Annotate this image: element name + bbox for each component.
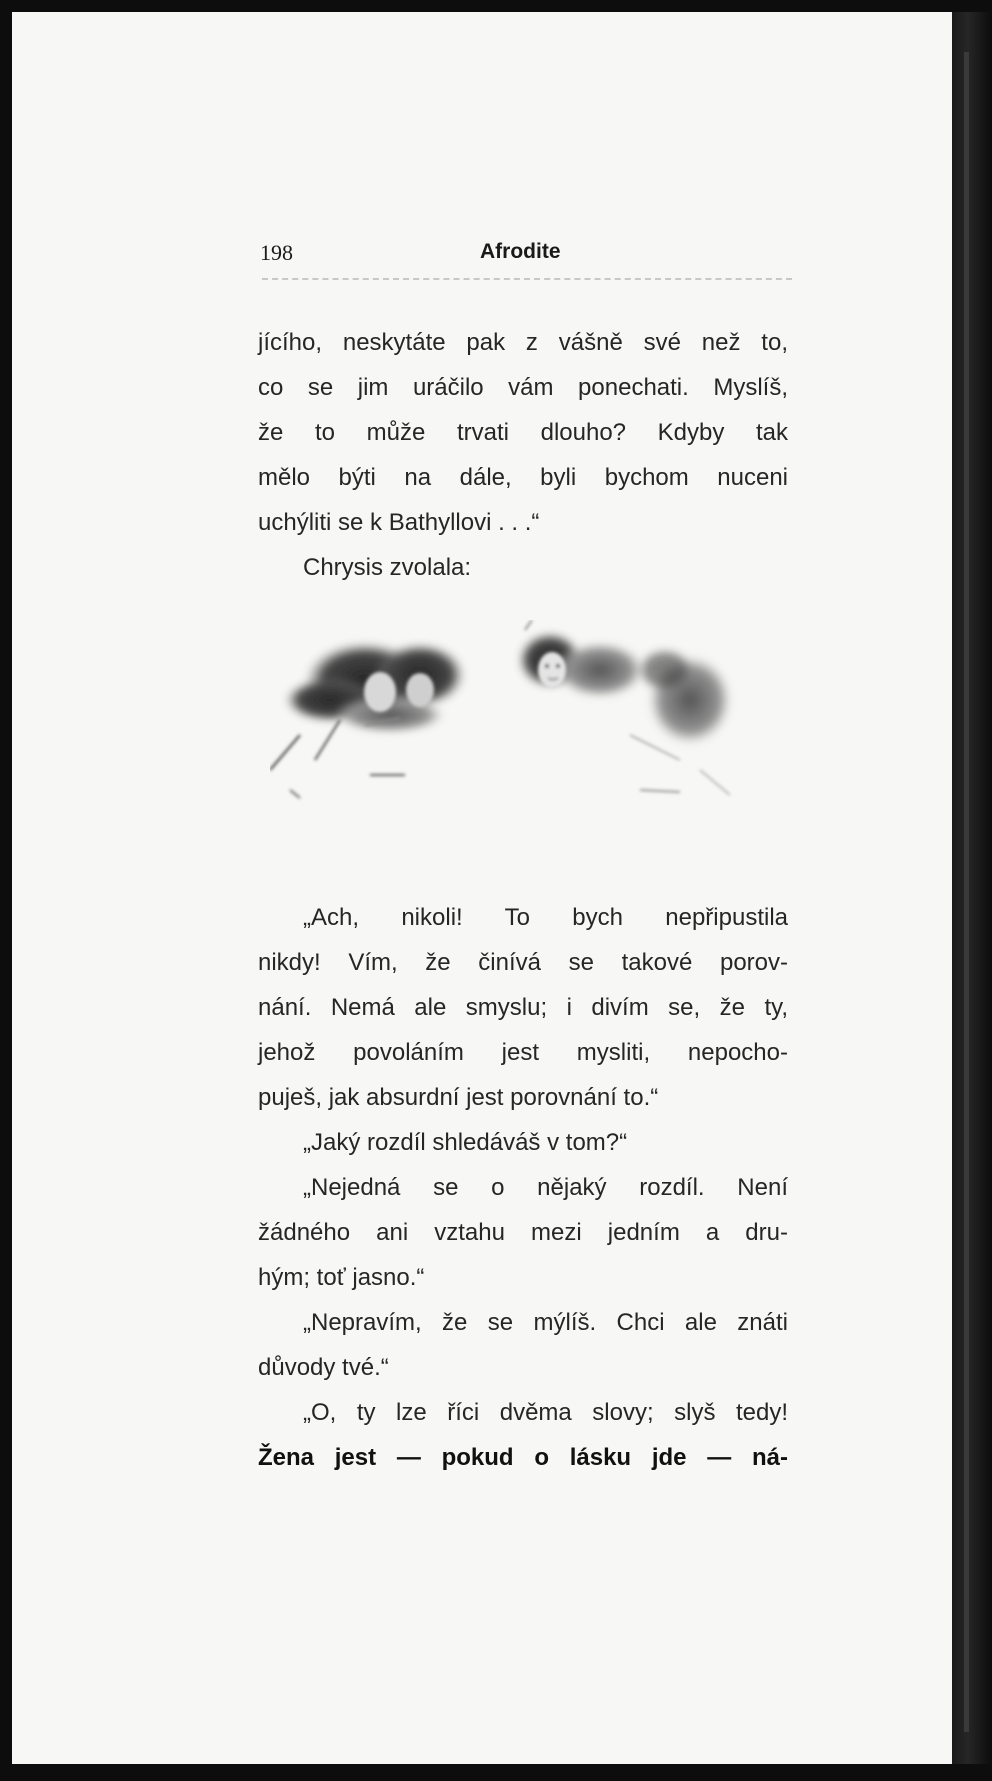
text-line: „Ach, nikoli! To bych nepřipustila bbox=[303, 904, 788, 931]
book-page bbox=[12, 12, 952, 1764]
text-line: jehož povoláním jest mysliti, nepocho- bbox=[258, 1039, 788, 1066]
text-line: důvody tvé.“ bbox=[258, 1354, 389, 1381]
binding-line bbox=[964, 52, 969, 1732]
text-line: „Jaký rozdíl shledáváš v tom?“ bbox=[303, 1129, 628, 1156]
vignette-faces-illustration bbox=[270, 620, 790, 860]
page-header bbox=[248, 232, 788, 272]
text-line: „O, ty lze říci dvěma slovy; slyš tedy! bbox=[303, 1399, 788, 1426]
page-number: 198 bbox=[260, 240, 293, 265]
text-line: Žena jest — pokud o lásku jde — ná- bbox=[258, 1444, 788, 1471]
text-line: jícího, neskytáte pak z vášně své než to, bbox=[258, 329, 788, 356]
text-line: puješ, jak absurdní jest porovnání to.“ bbox=[258, 1084, 659, 1111]
text-line: že to může trvati dlouho? Kdyby tak bbox=[258, 419, 788, 446]
text-line: hým; toť jasno.“ bbox=[258, 1264, 425, 1291]
text-line: uchýliti se k Bathyllovi . . .“ bbox=[258, 509, 540, 536]
page-edge-strip bbox=[952, 12, 992, 1764]
text-line: nání. Nemá ale smyslu; i divím se, že ty, bbox=[258, 994, 788, 1021]
text-line: Chrysis zvolala: bbox=[303, 554, 472, 581]
text-line: žádného ani vztahu mezi jedním a dru- bbox=[258, 1219, 788, 1246]
text-block-bottom bbox=[258, 895, 788, 1480]
text-line: nikdy! Vím, že činívá se takové porov- bbox=[258, 949, 788, 976]
header-rule bbox=[262, 278, 792, 280]
text-line: „Nejedná se o nějaký rozdíl. Není bbox=[303, 1174, 788, 1201]
text-line: co se jim uráčilo vám ponechati. Myslíš, bbox=[258, 374, 788, 401]
running-title: Afrodite bbox=[480, 240, 561, 263]
text-line: „Nepravím, že se mýlíš. Chci ale znáti bbox=[303, 1309, 788, 1336]
text-block-top bbox=[258, 320, 788, 590]
text-line: mělo býti na dále, byli bychom nuceni bbox=[258, 464, 788, 491]
